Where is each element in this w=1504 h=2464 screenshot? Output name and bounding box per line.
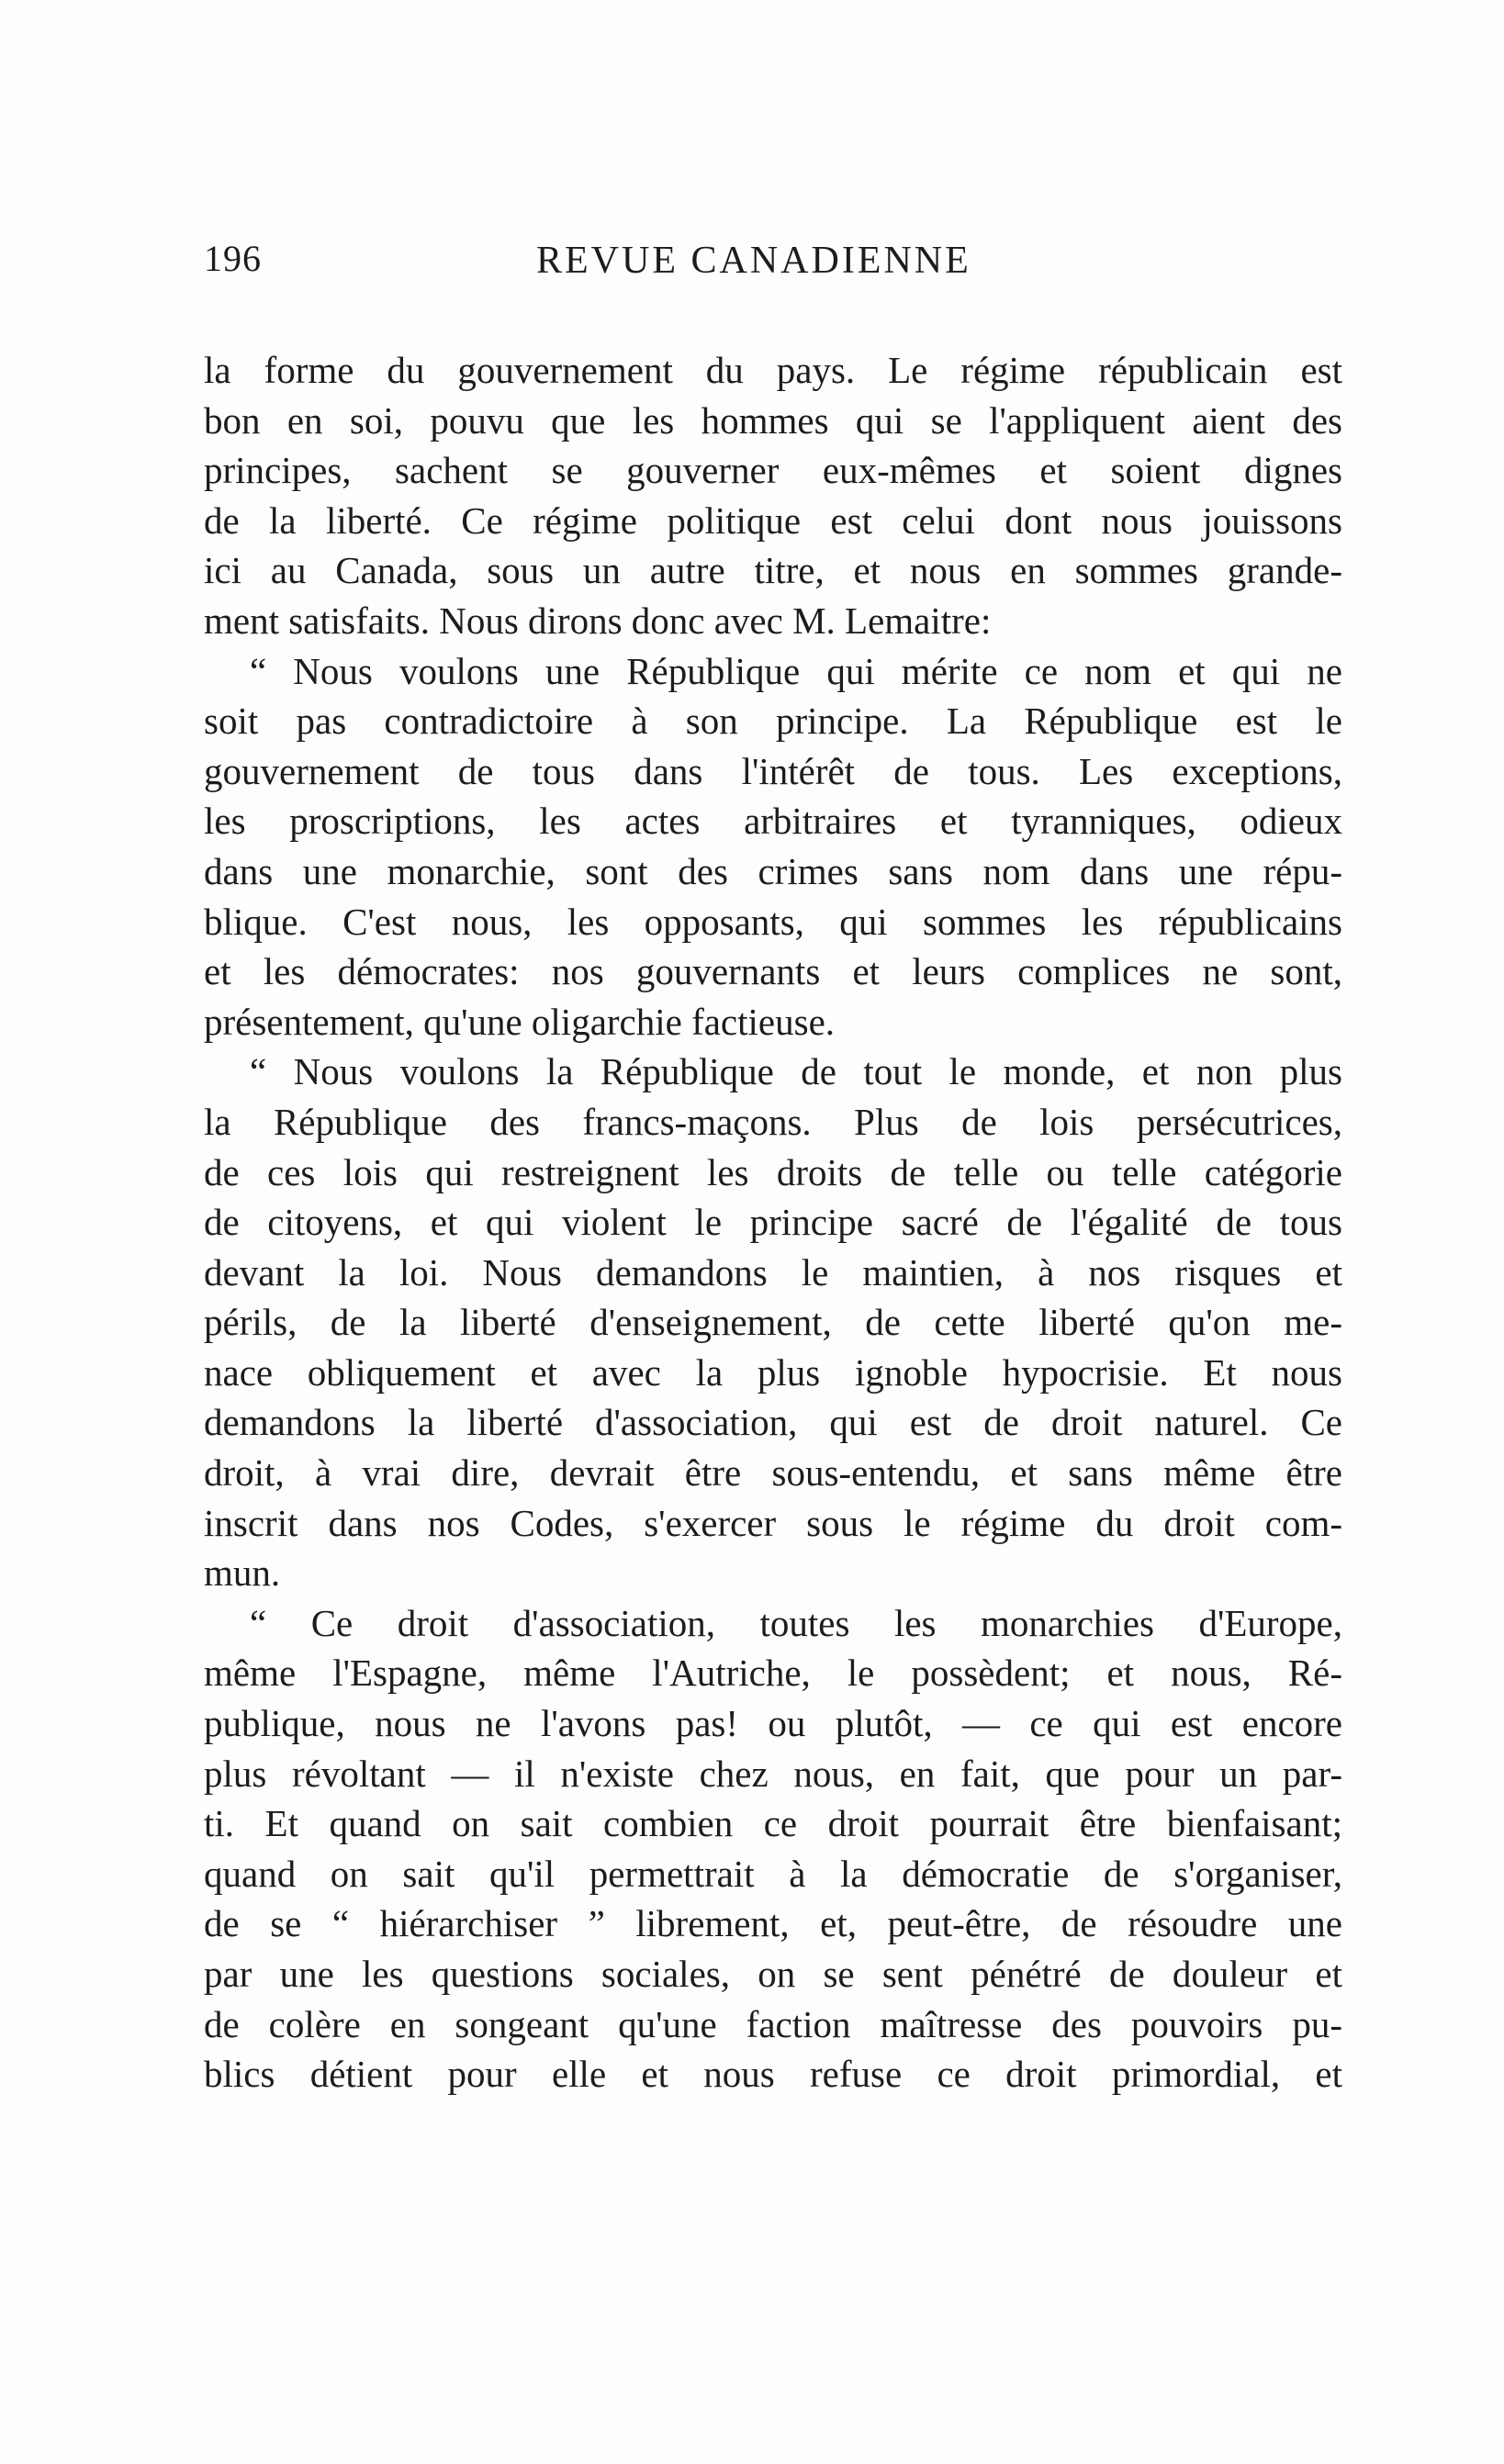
text-line: gouvernement de tous dans l'intérêt de tous. Les exceptions,	[204, 749, 1342, 792]
text-line: de la liberté. Ce régime politique est celui dont nous jouissons	[204, 498, 1342, 542]
text-line: de ces lois qui restreignent les droits de telle ou telle catégorie	[204, 1150, 1342, 1193]
text-line: droit, à vrai dire, devrait être sous-entendu, et sans même être	[204, 1451, 1342, 1495]
text-line: “ Nous voulons une République qui mérite ce nom et qui ne	[250, 649, 1342, 692]
text-line: “ Nous voulons la République de tout le monde, et non plus	[250, 1050, 1342, 1093]
text-line: “ Ce droit d'association, toutes les monarchies d'Europe,	[250, 1601, 1342, 1644]
text-line: bon en soi, pouvu que les hommes qui se l'appliquent aient des	[204, 398, 1342, 442]
text-line: dans une monarchie, sont des crimes sans nom dans une répu-	[204, 849, 1342, 892]
text-line: les proscriptions, les actes arbitraires et tyranniques, odieux	[204, 800, 1342, 843]
text-line: ici au Canada, sous un autre titre, et nous en sommes grande-	[204, 549, 1342, 592]
text-line: de se “ hiérarchiser ” librement, et, peut-être, de résoudre une	[204, 1902, 1342, 1945]
text-line: blics détient pour elle et nous refuse ce droit primordial, et	[204, 2053, 1342, 2096]
text-line: inscrit dans nos Codes, s'exercer sous le régime du droit com-	[204, 1501, 1342, 1544]
page-header	[204, 237, 1324, 301]
text-line: blique. C'est nous, les opposants, qui sommes les républicains	[204, 900, 1342, 943]
body-text	[204, 345, 1342, 2100]
text-line: quand on sait qu'il permettrait à la démocratie de s'organiser,	[204, 1852, 1342, 1895]
running-title: REVUE CANADIENNE	[536, 240, 971, 282]
text-line: mun.	[204, 1551, 281, 1595]
text-line: de citoyens, et qui violent le principe sacré de l'égalité de tous	[204, 1201, 1342, 1244]
text-line: présentement, qu'une oligarchie factieuse.	[204, 1000, 836, 1043]
page-number: 196	[204, 238, 262, 279]
text-line: devant la loi. Nous demandons le maintien, à nos risques et	[204, 1250, 1342, 1294]
text-line: de colère en songeant qu'une faction maîtresse des pouvoirs pu-	[204, 2002, 1342, 2045]
text-line: soit pas contradictoire à son principe. La République est le	[204, 700, 1342, 743]
text-line: la République des francs-maçons. Plus de lois persécutrices,	[204, 1100, 1342, 1143]
text-line: périls, de la liberté d'enseignement, de cette liberté qu'on me-	[204, 1301, 1342, 1344]
text-line: ti. Et quand on sait combien ce droit pourrait être bienfaisant;	[204, 1802, 1342, 1845]
text-line: publique, nous ne l'avons pas! ou plutôt, — ce qui est encore	[204, 1702, 1342, 1745]
text-line: principes, sachent se gouverner eux-mêmes et soient dignes	[204, 449, 1342, 492]
text-line: même l'Espagne, même l'Autriche, le possèdent; et nous, Ré-	[204, 1652, 1342, 1695]
text-line: ment satisfaits. Nous dirons donc avec M. Lemaitre:	[204, 599, 992, 642]
text-line: demandons la liberté d'association, qui est de droit naturel. Ce	[204, 1401, 1342, 1444]
text-line: nace obliquement et avec la plus ignoble hypocrisie. Et nous	[204, 1350, 1342, 1394]
text-line: plus révoltant — il n'existe chez nous, en fait, que pour un par-	[204, 1752, 1342, 1795]
text-line: la forme du gouvernement du pays. Le régime républicain est	[204, 349, 1342, 391]
text-line: par une les questions sociales, on se sent pénétré de douleur et	[204, 1953, 1342, 1995]
text-line: et les démocrates: nos gouvernants et leurs complices ne sont,	[204, 950, 1342, 993]
